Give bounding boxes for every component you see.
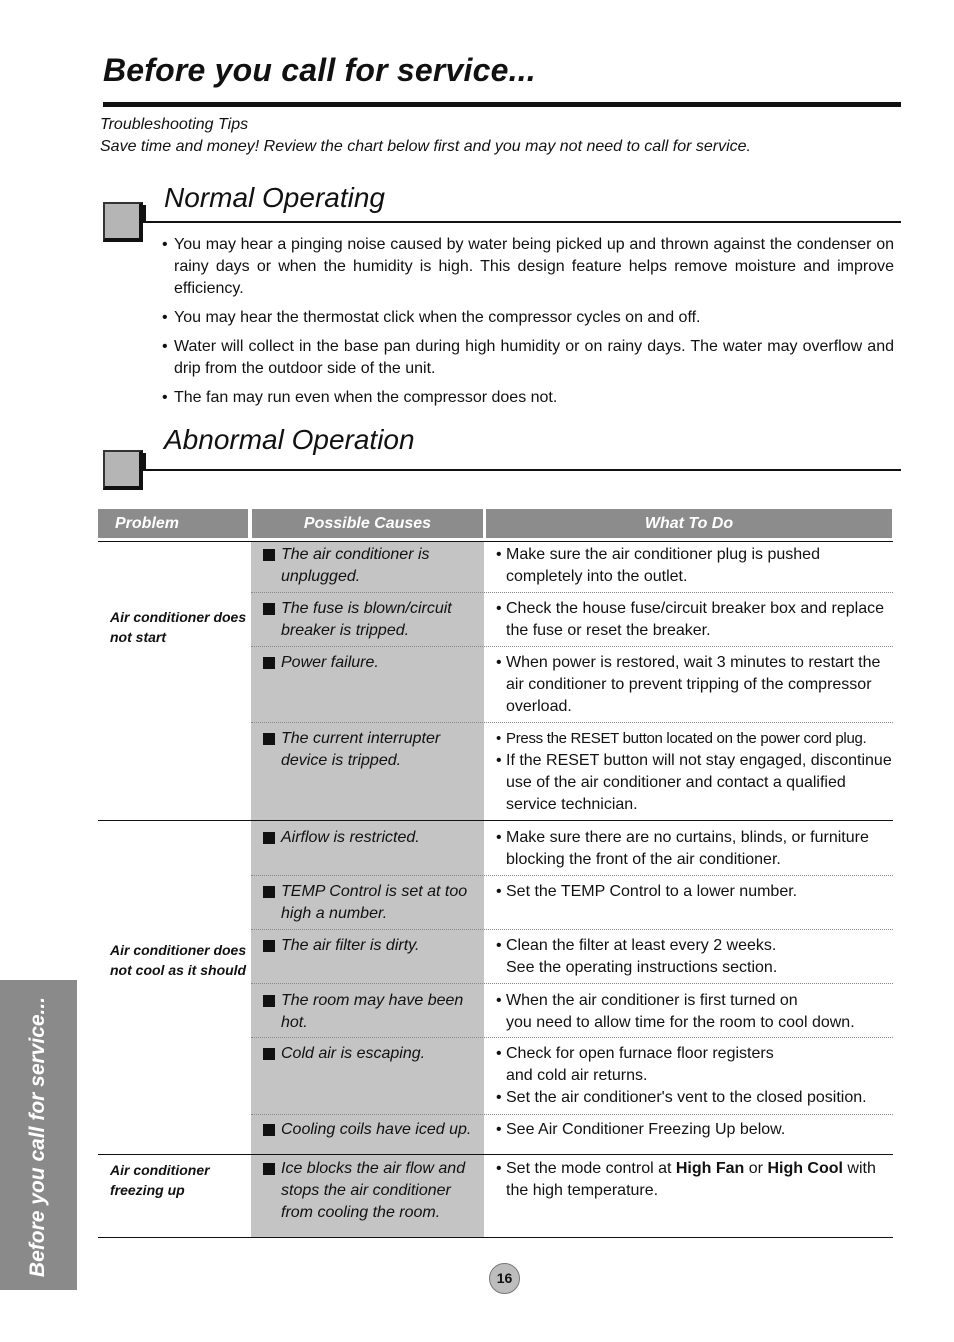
square-bullet-icon: [263, 940, 275, 952]
row-divider: [251, 929, 893, 930]
table-rule: [98, 541, 893, 542]
cause-cell: The air filter is dirty.: [263, 935, 479, 957]
todo-cell: • Press the RESET button located on the power cord plug. • If the RESET button will not stay engaged, discontinue use of the air conditioner and contact a qualified service technician.: [496, 728, 892, 816]
section-rule: [143, 469, 901, 471]
tips-text: Save time and money! Review the chart below first and you may not need to call for service.: [100, 138, 751, 155]
group-rule: [98, 820, 893, 821]
square-bullet-icon: [263, 733, 275, 745]
row-divider: [251, 983, 893, 984]
row-divider: [251, 1037, 893, 1038]
cause-cell: Ice blocks the air flow and stops the air conditioner from cooling the room.: [263, 1158, 479, 1224]
row-divider: [251, 1114, 893, 1115]
square-bullet-icon: [263, 549, 275, 561]
row-divider: [251, 592, 893, 593]
todo-cell: • Check the house fuse/circuit breaker box and replace the fuse or reset the breaker.: [496, 598, 892, 642]
normal-operating-heading: Normal Operating: [164, 182, 385, 213]
causes-column-bg: [251, 821, 484, 1154]
square-bullet-icon: [263, 603, 275, 615]
tips-title: Troubleshooting Tips: [100, 116, 249, 133]
problem-does-not-cool: Air conditioner does not cool as it should: [110, 942, 247, 978]
cause-cell: The air conditioner is unplugged.: [263, 544, 479, 588]
cause-cell: Power failure.: [263, 652, 479, 674]
page-number: 16: [489, 1263, 520, 1294]
cause-cell: Airflow is restricted.: [263, 827, 479, 849]
list-item: • You may hear the thermostat click when the compressor cycles on and off.: [160, 307, 894, 329]
todo-cell: • Check for open furnace floor registers and cold air returns. • Set the air conditioner's vent to the closed position.: [496, 1043, 892, 1109]
cause-cell: Cooling coils have iced up.: [263, 1119, 479, 1141]
square-bullet-icon: [263, 1124, 275, 1136]
table-bottom-rule: [98, 1237, 893, 1238]
header-problem: Problem: [98, 509, 248, 538]
section-rule: [143, 221, 901, 223]
cause-cell: The current interrupter device is tripped.: [263, 728, 479, 772]
row-divider: [251, 875, 893, 876]
title-rule: [103, 102, 901, 107]
normal-operating-list: [160, 234, 894, 416]
row-divider: [251, 722, 893, 723]
todo-cell: • See Air Conditioner Freezing Up below.: [496, 1119, 892, 1141]
todo-cell: • Make sure the air conditioner plug is pushed completely into the outlet.: [496, 544, 892, 588]
todo-cell: • When power is restored, wait 3 minutes to restart the air conditioner to prevent tripping of the compressor overload.: [496, 652, 892, 718]
abnormal-operation-heading: Abnormal Operation: [164, 424, 415, 455]
cause-cell: The room may have been hot.: [263, 990, 479, 1034]
header-possible-causes: Possible Causes: [252, 509, 483, 538]
square-bullet-icon: [263, 995, 275, 1007]
troubleshooting-intro: [100, 114, 751, 158]
square-bullet-icon: [263, 832, 275, 844]
square-bullet-icon: [263, 886, 275, 898]
todo-cell: • Set the TEMP Control to a lower number.: [496, 881, 892, 903]
todo-cell: • Make sure there are no curtains, blinds, or furniture blocking the front of the air conditioner.: [496, 827, 892, 871]
cause-cell: Cold air is escaping.: [263, 1043, 479, 1065]
list-item: • Water will collect in the base pan during high humidity or on rainy days. The water may overflow and drip from the outdoor side of the unit.: [160, 336, 894, 380]
group-rule: [98, 1154, 893, 1155]
section-marker-normal: [103, 202, 143, 242]
row-divider: [251, 646, 893, 647]
square-bullet-icon: [263, 1048, 275, 1060]
list-item: • You may hear a pinging noise caused by water being picked up and thrown against the condenser on rainy days or when the humidity is high. This design feature helps remove moisture and improve efficiency.: [160, 234, 894, 300]
cause-cell: TEMP Control is set at too high a number.: [263, 881, 479, 925]
section-marker-abnormal: [103, 450, 143, 490]
todo-cell: • Clean the filter at least every 2 weeks. See the operating instructions section.: [496, 935, 892, 979]
problem-freezing-up: Air conditioner freezing up: [110, 1162, 210, 1198]
problem-does-not-start: Air conditioner does not start: [110, 609, 247, 645]
list-item: • The fan may run even when the compressor does not.: [160, 387, 894, 409]
page-title: Before you call for service...: [103, 52, 536, 88]
todo-cell: • When the air conditioner is first turned on you need to allow time for the room to cool down.: [496, 990, 892, 1034]
side-tab-label: Before you call for service...: [26, 996, 49, 1278]
square-bullet-icon: [263, 1163, 275, 1175]
header-what-to-do: What To Do: [486, 509, 892, 538]
cause-cell: The fuse is blown/circuit breaker is tripped.: [263, 598, 479, 642]
square-bullet-icon: [263, 657, 275, 669]
todo-cell: • Set the mode control at High Fan or High Cool with the high temperature.: [496, 1158, 892, 1202]
